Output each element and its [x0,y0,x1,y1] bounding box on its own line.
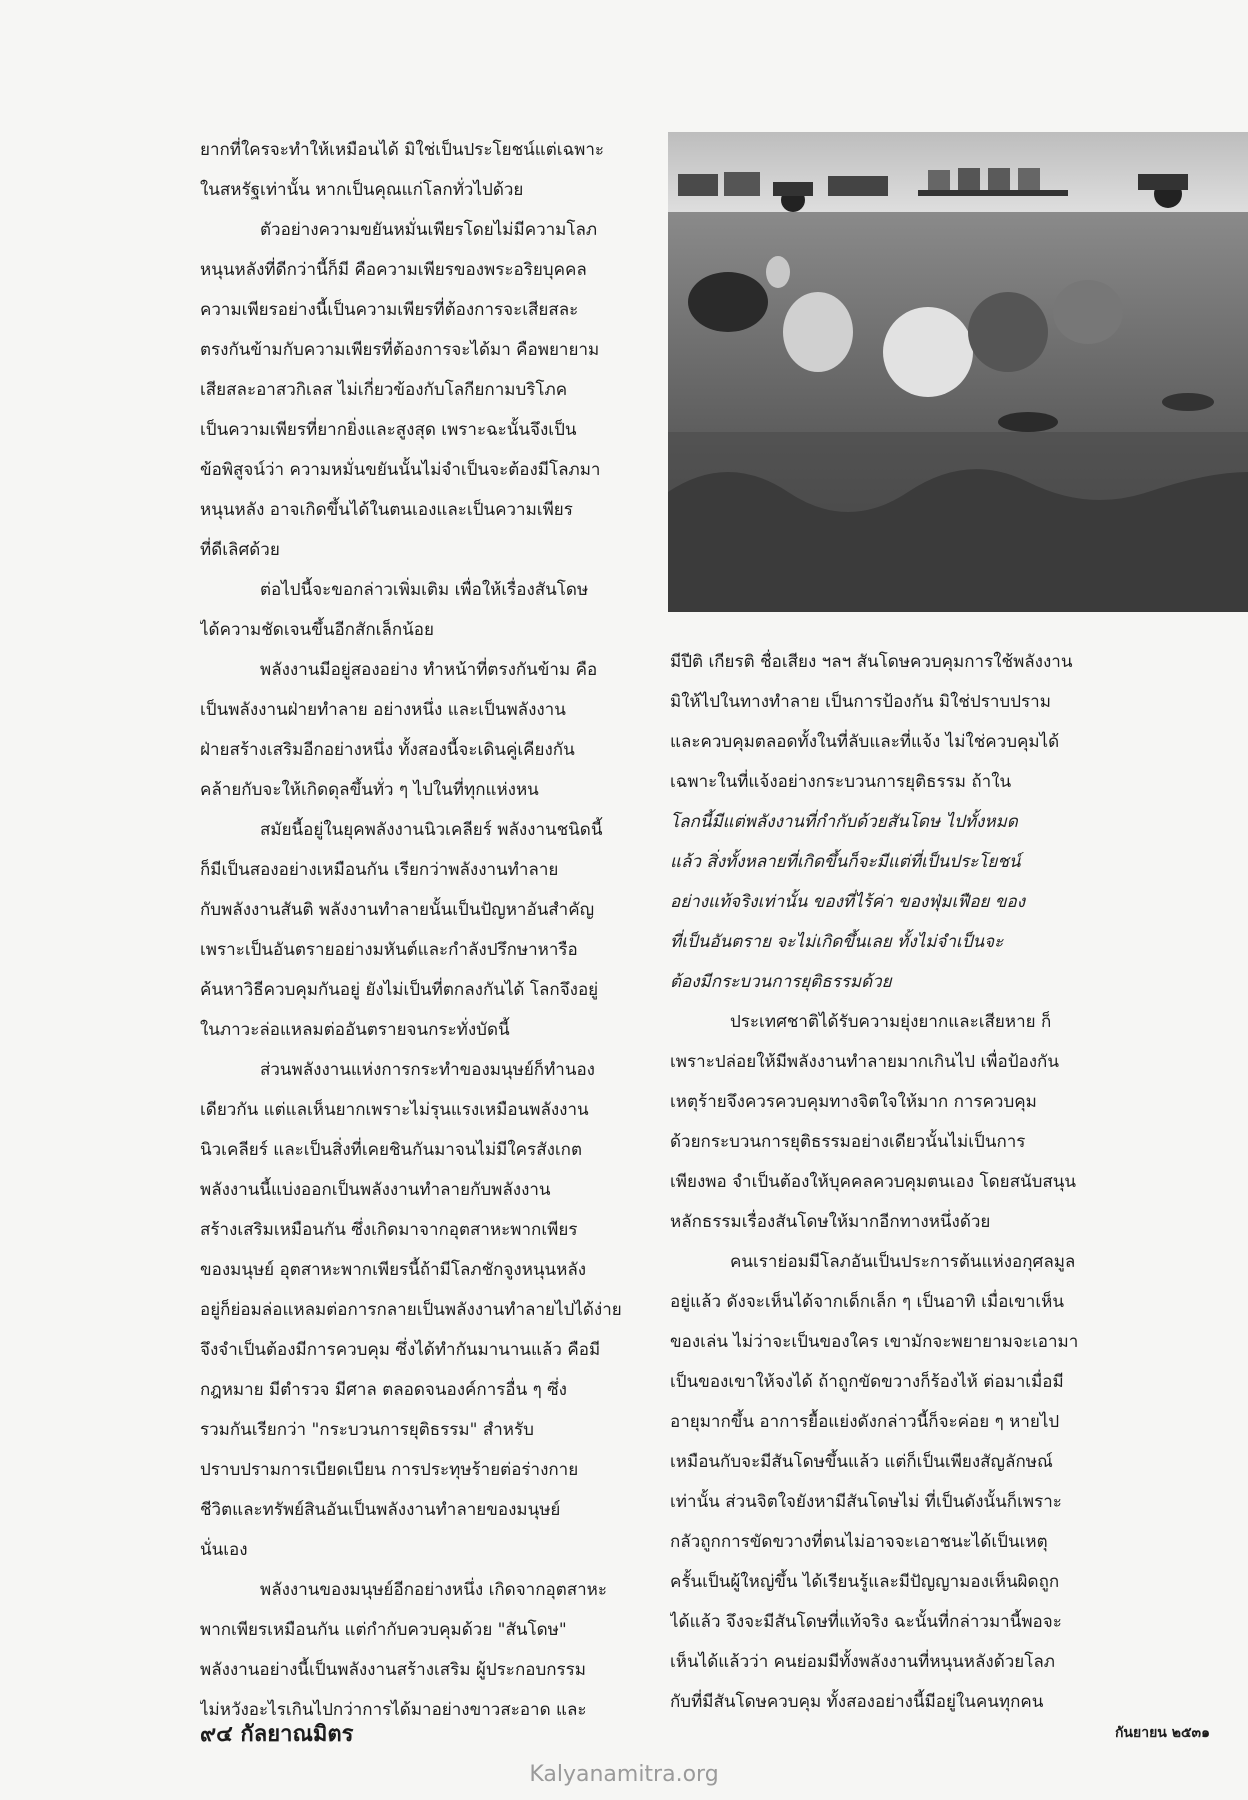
text-line: พากเพียรเหมือนกัน แต่กำกับควบคุมด้วย "สันโดษ" [200,1620,567,1640]
text-line: ความเพียรอย่างนี้เป็นความเพียรที่ต้องการจะเสียสละ [200,300,579,320]
text-line: เหตุร้ายจึงควรควบคุมทางจิตใจให้มาก การควบคุม [670,1092,1037,1112]
text-line: ในภาวะล่อแหลมต่ออันตรายจนกระทั่งบัดนี้ [200,1020,510,1040]
text-line: สมัยนี้อยู่ในยุคพลังงานนิวเคลียร์ พลังงานชนิดนี้ [260,820,603,840]
site-watermark: Kalyanamitra.org [529,1762,719,1787]
text-line: เสียสละอาสวกิเลส ไม่เกี่ยวข้องกับโลกียกามบริโภค [200,380,568,400]
text-line: ก็มีเป็นสองอย่างเหมือนกัน เรียกว่าพลังงานทำลาย [200,860,559,880]
text-line: ตัวอย่างความขยันหมั่นเพียรโดยไม่มีความโลภ [260,220,598,240]
text-line: กับพลังงานสันติ พลังงานทำลายนั้นเป็นปัญหาอันสำคัญ [200,900,595,920]
text-line: คนเราย่อมมีโลภอันเป็นประการต้นแห่งอกุศลมูล [730,1252,1076,1272]
text-line: ด้วยกระบวนการยุติธรรมอย่างเดียวนั้นไม่เป็นการ [670,1132,1026,1152]
text-line: เพราะเป็นอันตรายอย่างมหันต์และกำลังปรึกษาหารือ [200,940,578,960]
text-line: ในสหรัฐเท่านั้น หากเป็นคุณแก่โลกทั่วไปด้วย [200,180,524,200]
text-line: เท่านั้น ส่วนจิตใจยังหามีสันโดษไม่ ที่เป็นดังนั้นก็เพราะ [670,1492,1062,1512]
text-line: ตรงกันข้ามกับความเพียรที่ต้องการจะได้มา คือพยายาม [200,340,600,360]
text-line: ที่ดีเลิศด้วย [200,540,280,560]
text-line: นิวเคลียร์ และเป็นสิ่งที่เคยชินกันมาจนไม่มีใครสังเกต [200,1140,583,1160]
left-text-column [200,130,632,1730]
text-line: พลังงานมีอยู่สองอย่าง ทำหน้าที่ตรงกันข้าม คือ [260,660,598,680]
text-line: ต้องมีกระบวนการยุติธรรมด้วย [670,972,892,992]
text-line: ฝ่ายสร้างเสริมอีกอย่างหนึ่ง ทั้งสองนี้จะเดินคู่เคียงกัน [200,740,575,760]
text-line: มิให้ไปในทางทำลาย เป็นการป้องกัน มิใช่ปราบปราม [670,692,1051,712]
text-line: ค้นหาวิธีควบคุมกันอยู่ ยังไม่เป็นที่ตกลงกันได้ โลกจึงอยู่ [200,980,599,1000]
text-line: รวมกันเรียกว่า "กระบวนการยุติธรรม" สำหรับ [200,1420,534,1440]
text-line: เหมือนกับจะมีสันโดษขึ้นแล้ว แต่ก็เป็นเพียงสัญลักษณ์ [670,1452,1053,1472]
text-line: ได้ความชัดเจนขึ้นอีกสักเล็กน้อย [200,620,434,640]
text-line: เพียงพอ จำเป็นต้องให้บุคคลควบคุมตนเอง โดยสนับสนุน [670,1172,1077,1192]
text-line: หนุนหลังที่ดีกว่านี้ก็มี คือความเพียรของพระอริยบุคคล [200,260,587,280]
text-line: ส่วนพลังงานแห่งการกระทำของมนุษย์ก็ทำนอง [260,1060,595,1080]
text-line: พลังงานนี้แบ่งออกเป็นพลังงานทำลายกับพลังงาน [200,1180,551,1200]
text-line: เป็นความเพียรที่ยากยิ่งและสูงสุด เพราะฉะนั้นจึงเป็น [200,420,577,440]
text-line: หลักธรรมเรื่องสันโดษให้มากอีกทางหนึ่งด้วย [670,1212,991,1232]
text-line: สร้างเสริมเหมือนกัน ซึ่งเกิดมาจากอุตสาหะพากเพียร [200,1220,578,1240]
text-line: ข้อพิสูจน์ว่า ความหมั่นขยันนั้นไม่จำเป็นจะต้องมีโลภมา [200,460,601,480]
field-workers-photo [668,132,1248,612]
text-line: หนุนหลัง อาจเกิดขึ้นได้ในตนเองและเป็นความเพียร [200,500,573,520]
text-line: ของมนุษย์ อุตสาหะพากเพียรนี้ถ้ามีโลภชักจูงหนุนหลัง [200,1260,587,1280]
text-line: นั่นเอง [200,1540,248,1560]
text-line: กลัวถูกการขัดขวางที่ตนไม่อาจจะเอาชนะได้เป็นเหตุ [670,1532,1048,1552]
text-line: ไม่หวังอะไรเกินไปกว่าการได้มาอย่างขาวสะอาด และ [200,1700,587,1720]
text-line: มีปีติ เกียรติ ชื่อเสียง ฯลฯ สันโดษควบคุมการใช้พลังงาน [670,652,1073,672]
text-line: เดียวกัน แต่แลเห็นยากเพราะไม่รุนแรงเหมือนพลังงาน [200,1100,589,1120]
text-line: ประเทศชาติได้รับความยุ่งยากและเสียหาย ก็ [730,1012,1052,1032]
text-line: ที่เป็นอันตราย จะไม่เกิดขึ้นเลย ทั้งไม่จำเป็นจะ [670,932,1004,952]
text-line: เห็นได้แล้วว่า คนย่อมมีทั้งพลังงานที่หนุนหลังด้วยโลภ [670,1652,1055,1672]
text-line: ได้แล้ว จึงจะมีสันโดษที่แท้จริง ฉะนั้นที่กล่าวมานี้พอจะ [670,1612,1062,1632]
text-line: กฎหมาย มีตำรวจ มีศาล ตลอดจนองค์การอื่น ๆ ซึ่ง [200,1380,567,1400]
text-line: กับที่มีสันโดษควบคุม ทั้งสองอย่างนี้มีอยู่ในคนทุกคน [670,1692,1044,1712]
text-line: เฉพาะในที่แจ้งอย่างกระบวนการยุติธรรม ถ้าใน [670,772,1012,792]
text-line: คล้ายกับจะให้เกิดดุลขึ้นทั่ว ๆ ไปในที่ทุกแห่งหน [200,780,539,800]
text-line: ต่อไปนี้จะขอกล่าวเพิ่มเติม เพื่อให้เรื่องสันโดษ [260,580,589,600]
text-line: เป็นพลังงานฝ่ายทำลาย อย่างหนึ่ง และเป็นพลังงาน [200,700,566,720]
text-line: เพราะปล่อยให้มีพลังงานทำลายมากเกินไป เพื่อป้องกัน [670,1052,1059,1072]
text-line: อย่างแท้จริงเท่านั้น ของที่ไร้ค่า ของฟุ่มเฟือย ของ [670,892,1026,912]
text-line: ของเล่น ไม่ว่าจะเป็นของใคร เขามักจะพยายามจะเอามา [670,1332,1079,1352]
page-number-label: ๙๔ กัลยาณมิตร [200,1722,354,1747]
text-line: พลังงานของมนุษย์อีกอย่างหนึ่ง เกิดจากอุตสาหะ [260,1580,608,1600]
text-line: จึงจำเป็นต้องมีการควบคุม ซึ่งได้ทำกันมานานแล้ว คือมี [200,1340,601,1360]
text-line: อยู่ก็ย่อมล่อแหลมต่อการกลายเป็นพลังงานทำลายไปได้ง่าย [200,1300,622,1320]
text-line: อยู่แล้ว ดังจะเห็นได้จากเด็กเล็ก ๆ เป็นอาทิ เมื่อเขาเห็น [670,1292,1064,1312]
text-line: พลังงานอย่างนี้เป็นพลังงานสร้างเสริม ผู้ประกอบกรรม [200,1660,586,1680]
text-line: ชีวิตและทรัพย์สินอันเป็นพลังงานทำลายของมนุษย์ [200,1500,561,1520]
issue-date-label: กันยายน ๒๕๓๑ [1114,1725,1210,1741]
text-line: ครั้นเป็นผู้ใหญ่ขึ้น ได้เรียนรู้และมีปัญญามองเห็นผิดถูก [670,1572,1060,1592]
text-line: อายุมากขึ้น อาการยื้อแย่งดังกล่าวนี้ก็จะค่อย ๆ หายไป [670,1412,1060,1432]
text-line: และควบคุมตลอดทั้งในที่ลับและที่แจ้ง ไม่ใช่ควบคุมได้ [670,732,1060,752]
text-line: เป็นของเขาให้จงได้ ถ้าถูกขัดขวางก็ร้องไห้ ต่อมาเมื่อมี [670,1372,1064,1392]
text-line: โลกนี้มีแต่พลังงานที่กำกับด้วยสันโดษ ไปทั้งหมด [670,812,1018,832]
text-line: ยากที่ใครจะทำให้เหมือนได้ มิใช่เป็นประโยชน์แต่เฉพาะ [200,140,605,160]
right-text-column [670,642,1102,1722]
text-line: แล้ว สิ่งทั้งหลายที่เกิดขึ้นก็จะมีแต่ที่เป็นประโยชน์ [670,852,1021,872]
text-line: ปราบปรามการเบียดเบียน การประทุษร้ายต่อร่างกาย [200,1460,579,1480]
